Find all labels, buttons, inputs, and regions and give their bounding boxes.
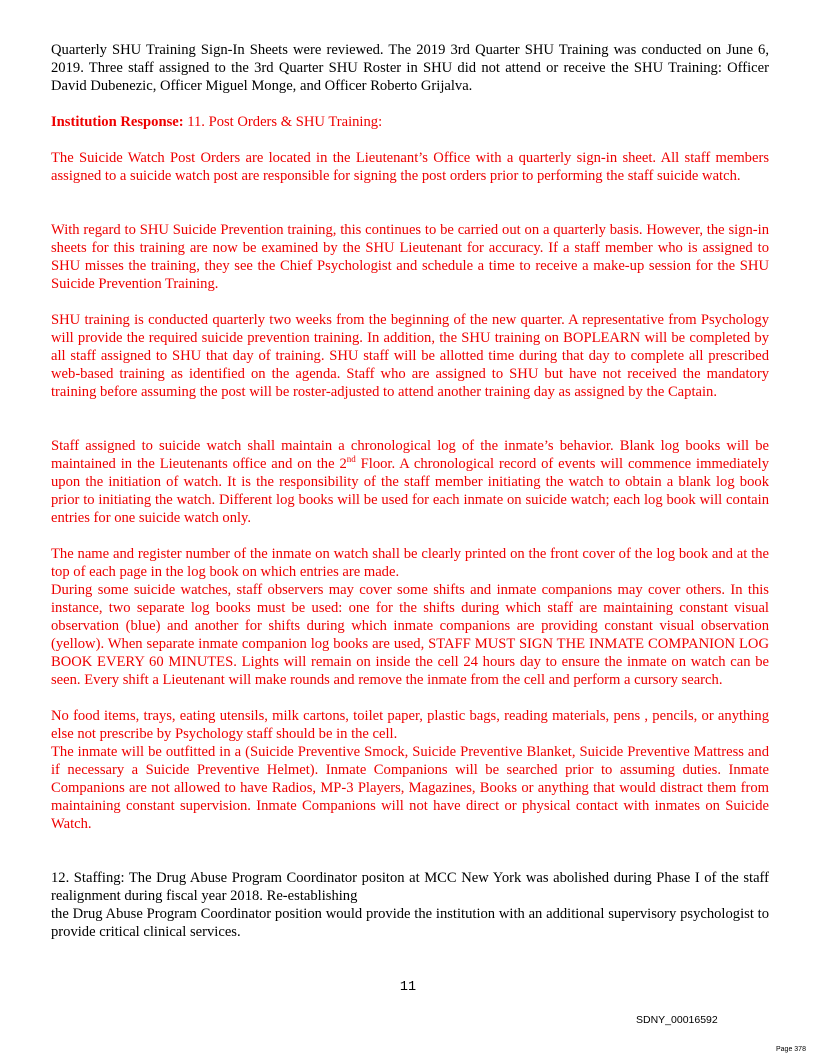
response-title: 11. Post Orders & SHU Training: (183, 114, 383, 130)
response-label: Institution Response: (51, 114, 184, 130)
shu-training-paragraph: With regard to SHU Suicide Prevention training, this continues to be carried out on a quarterly basis. However, the sign-in sheets for this training are now be examined by the SHU Lieutenant for accuracy. If a staff member who is assigned to SHU misses the training, they see the Chief Psychologist and schedule a time to receive a make-up session for the SHU Suicide Prevention Training. (51, 222, 769, 292)
prohibited-items-paragraph: No food items, trays, eating utensils, milk cartons, toilet paper, plastic bags, reading materials, pens , pencils, or anything else not prescribe by Psychology staff should be in the cell. (51, 708, 769, 742)
bates-number: SDNY_00016592 (636, 1014, 718, 1026)
log-book-text-b: Floor. A chronological record of events will commence immediately upon the initiation of watch. It is the responsibility of the staff member initiating the watch to obtain a blank log book prior to initiating the watch. Different log books will be used for each inmate on suicide watch; each log book will contain entries for one suicide watch only. (51, 456, 769, 526)
log-book-text-a: Staff assigned to suicide watch shall maintain a chronological log of the inmate’s behavior. Blank log books will be maintained in the Lieutenants office and on the 2 (51, 438, 769, 472)
staffing-paragraph-2: the Drug Abuse Program Coordinator position would provide the institution with an additional supervisory psychologist to provide critical clinical services. (51, 906, 769, 940)
log-book-paragraph (51, 437, 769, 527)
quarterly-training-paragraph: SHU training is conducted quarterly two weeks from the beginning of the new quarter. A representative from Psychology will provide the required suicide prevention training. In addition, the SHU training on BOPLEARN will be completed by all staff assigned to SHU that day of training. SHU staff will be allotted time during that day to complete all prescribed web-based training as identified on the agenda. Staff who are assigned to SHU but have not received the mandatory training before assuming the post will be roster-adjusted to attend another training day as assigned by the Captain. (51, 312, 769, 400)
outfit-paragraph: The inmate will be outfitted in a (Suicide Preventive Smock, Suicide Preventive Blanket, Suicide Preventive Mattress and if necessary a Suicide Preventive Helmet). Inmate Companions will be searched prior to assuming duties. Inmate Companions are not allowed to have Radios, MP-3 Players, Magazines, Books or anything that would distract them from maintaining constant supervision. Inmate Companions will not have direct or physical contact with inmates on Suicide Watch. (51, 744, 769, 832)
page-number: 11 (399, 980, 417, 995)
intro-paragraph: Quarterly SHU Training Sign-In Sheets were reviewed. The 2019 3rd Quarter SHU Training was conducted on June 6, 2019. Three staff assigned to the 3rd Quarter SHU Roster in SHU did not attend or receive the SHU Training: Officer David Dubenezic, Officer Miguel Monge, and Officer Roberto Grijalva. (51, 42, 769, 94)
inmate-companions-paragraph: During some suicide watches, staff observers may cover some shifts and inmate companions may cover others. In this instance, two separate log books must be used: one for the shifts during which staff are maintaining constant visual observation (blue) and another for shifts during which inmate companions are providing constant visual observation (yellow). When separate inmate companion log books are used, STAFF MUST SIGN THE INMATE COMPANION LOG BOOK EVERY 60 MINUTES. Lights will remain on inside the cell 24 hours day to ensure the inmate on watch can be seen. Every shift a Lieutenant will make rounds and remove the inmate from the cell and perform a cursory search. (51, 582, 769, 688)
staffing-paragraph-1: 12. Staffing: The Drug Abuse Program Coordinator positon at MCC New York was abolished during Phase I of the staff realignment during fiscal year 2018. Re-establishing (51, 870, 769, 904)
institution-response-heading (51, 113, 769, 131)
post-orders-paragraph: The Suicide Watch Post Orders are located in the Lieutenant’s Office with a quarterly sign-in sheet. All staff members assigned to a suicide watch post are responsible for signing the post orders prior to performing the staff suicide watch. (51, 150, 769, 184)
page-reference: Page 378 (776, 1046, 806, 1053)
inmate-name-paragraph: The name and register number of the inmate on watch shall be clearly printed on the front cover of the log book and at the top of each page in the log book on which entries are made. (51, 546, 769, 580)
superscript-nd: nd (346, 454, 356, 465)
